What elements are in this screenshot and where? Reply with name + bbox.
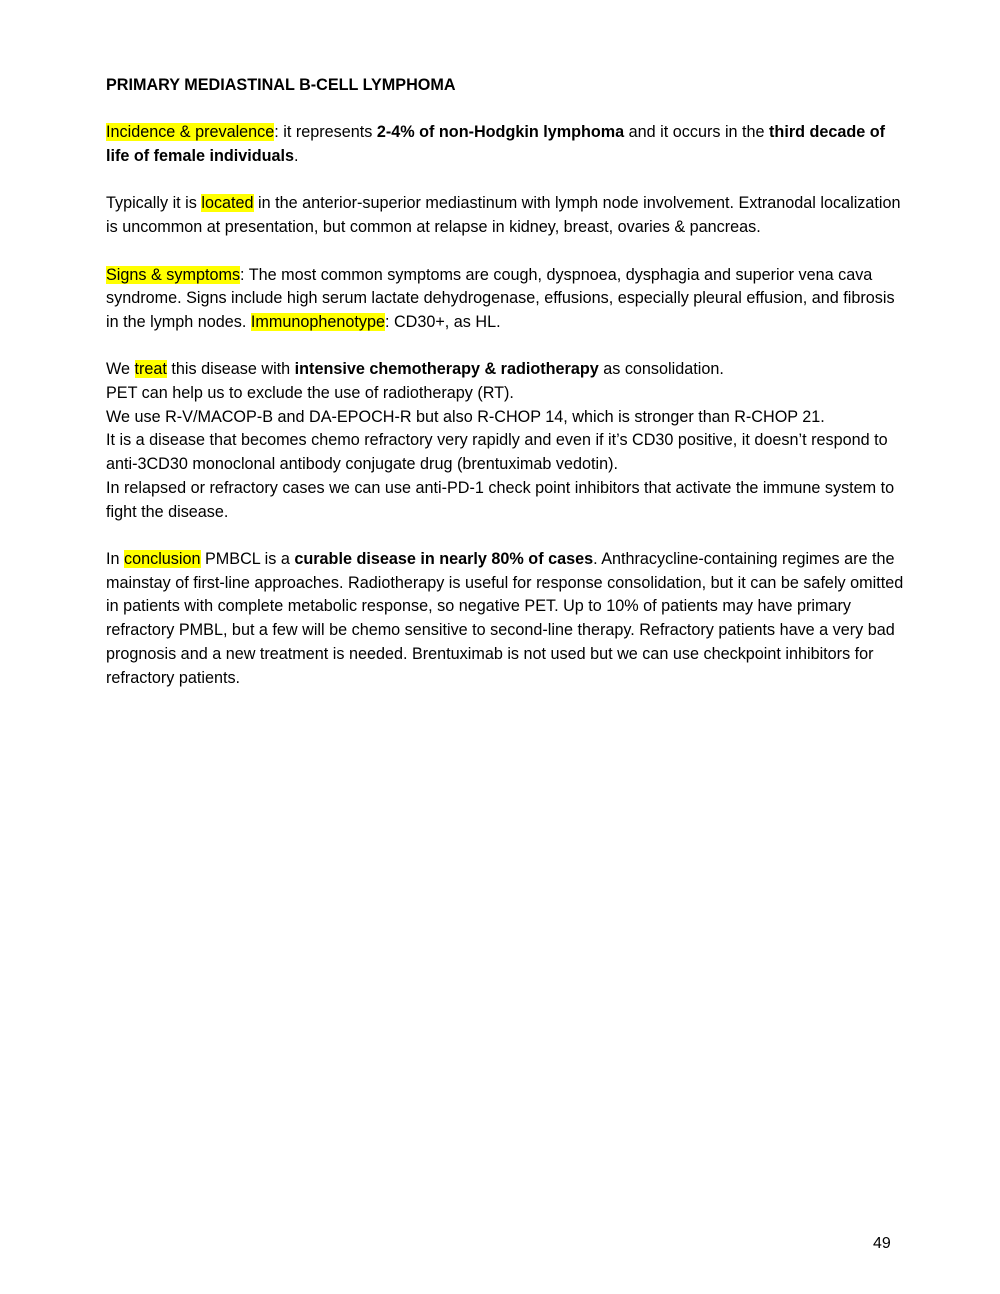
highlighted-term: located [201, 194, 254, 213]
highlighted-term: Signs & symptoms [106, 265, 241, 284]
highlighted-term: treat [134, 360, 167, 379]
document-body [106, 121, 906, 690]
body-text: : CD30+, as HL. [384, 312, 501, 331]
body-text: . [294, 147, 299, 166]
bold-text: third decade of life of female individuals [106, 123, 886, 166]
paragraph-line [106, 406, 906, 430]
paragraph-line [106, 382, 906, 406]
page-number: 49 [873, 1235, 891, 1252]
body-text: We [106, 360, 135, 379]
body-text: and it occurs in the [624, 123, 770, 142]
paragraph [106, 264, 906, 335]
bold-text: curable disease in nearly 80% of cases [294, 549, 594, 568]
highlighted-term: Incidence & prevalence [106, 123, 275, 142]
paragraph [106, 358, 906, 524]
paragraph-line [106, 429, 906, 476]
body-text: : it represents [274, 123, 377, 142]
body-text: PMBCL is a [200, 549, 295, 568]
body-text: : The most common symptoms are cough, dyspnoea, dysphagia and superior vena cava syndrome. Signs include high serum lactate dehydrogenase, effusions, especially pleural effusion, and fibrosis in the lymph nodes. [106, 265, 895, 331]
bold-text: intensive chemotherapy & radiotherapy [294, 360, 599, 379]
document-page [106, 74, 906, 714]
document-title: PRIMARY MEDIASTINAL B-CELL LYMPHOMA [106, 76, 456, 94]
body-text: as consolidation. [598, 360, 724, 379]
body-text: in the anterior-superior mediastinum with lymph node involvement. Extranodal localization is uncommon at presentation, but common at relapse in kidney, breast, ovaries & pancreas. [106, 194, 901, 237]
paragraph [106, 548, 906, 690]
highlighted-term: conclusion [124, 549, 201, 568]
body-text: this disease with [166, 360, 295, 379]
body-text: . Anthracycline-containing regimes are the mainstay of first-line approaches. Radiotherapy is useful for response consolidation, but it can be safely omitted in patients with complete metabolic response, so negative PET. Up to 10% of patients may have primary refractory PMBL, but a few will be chemo sensitive to second-line therapy. Refractory patients have a very bad prognosis and a new treatment is needed. Brentuximab is not used but we can use checkpoint inhibitors for refractory patients. [106, 549, 904, 687]
highlighted-term: Immunophenotype [250, 312, 385, 331]
paragraph [106, 192, 906, 239]
paragraph [106, 121, 906, 168]
body-text: It is a disease that becomes chemo refractory very rapidly and even if it’s CD30 positive, it doesn’t respond to anti-3CD30 monoclonal antibody conjugate drug (brentuximab vedotin). [106, 431, 888, 474]
body-text: We use R-V/MACOP-B and DA-EPOCH-R but also R-CHOP 14, which is stronger than R-CHOP 21. [106, 407, 825, 426]
paragraph-line [106, 477, 906, 524]
bold-text: 2-4% of non-Hodgkin lymphoma [376, 123, 625, 142]
body-text: In [106, 549, 124, 568]
body-text: In relapsed or refractory cases we can use anti-PD-1 check point inhibitors that activate the immune system to fight the disease. [106, 478, 895, 521]
body-text: PET can help us to exclude the use of radiotherapy (RT). [106, 384, 514, 403]
body-text: Typically it is [106, 194, 202, 213]
paragraph-line [106, 358, 906, 382]
